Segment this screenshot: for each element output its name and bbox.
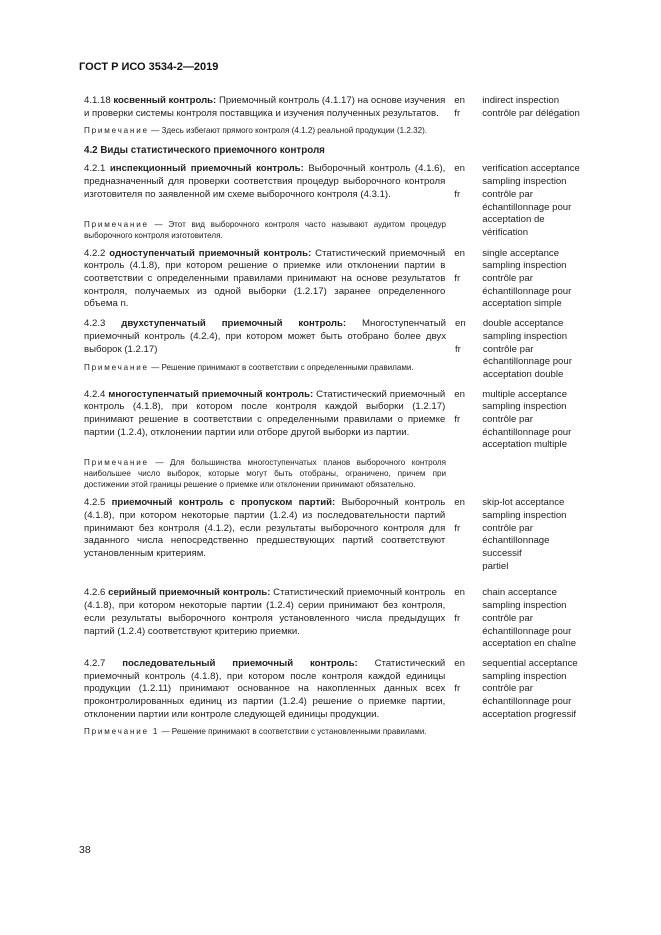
term-entry-4-1-18 [84,95,604,120]
term-definition: Статистический приемочный контроль (4.1.8), при котором некоторые партии (1.2.4) серии принимают без контроля, если результаты выборочного контроля установленного числа предыдущих партий (1.2.4) соответствуют критерию приемки. [84,587,446,637]
translation-fr: acceptation en chaîne [482,638,577,650]
term-definition: Приемочный контроль (4.1.17) на основе изучения и проверки системы контроля поставщика и изучения полученных результатов. [84,95,446,119]
translation-en: sampling inspection [482,600,567,612]
note [84,726,446,737]
translation-fr: contrôle par [482,683,533,695]
term-name: последовательный приемочный контроль: [122,657,358,669]
translation-en: multiple acceptance [482,388,568,400]
term-number: 4.1.18 [84,95,111,106]
term-name: одноступенчатый приемочный контроль: [109,247,312,259]
translation-en: sampling inspection [482,670,567,682]
term-entry-4-2-3 [84,318,604,382]
translation-fr: échantillonnage pour [482,696,572,708]
section-title: 4.2 Виды статистического приемочного контроля [84,145,325,157]
translation-fr: contrôle par [482,273,533,285]
term-definition: Многоступенчатый приемочный контроль (4.2.4), при котором может быть отобрано более двух выборок (1.2.17) [84,318,446,355]
term-number: 4.2.3 [84,318,106,330]
translation-en: sampling inspection [482,176,567,188]
lang-code-fr: fr [455,343,461,355]
term-definition: Статистический приемочный контроль (4.1.8), при котором после контроля каждой единицы продукции (1.2.11) принимают основанное на накопленных данных всех проконтролированных единиц из партии (1.2.4) решение о приемке партии, отклонении партии или контроле следующей единицы продукции. [84,657,446,720]
translation-fr: acceptation simple [482,298,562,310]
term-definition: Выборочный контроль (4.1.8), при котором некоторые партии (1.2.4) из последовательности партий принимают без контроля (4.1.2), если результаты выборочного контроля для заданного числа непосредственно предшествующих партий соответствуют установленным критериям. [84,497,446,559]
note-label: Примечание [84,458,149,468]
term-entry-4-2-5 [84,497,604,573]
translation-en: chain acceptance [482,587,557,599]
translation-en: skip-lot acceptance [482,497,565,509]
translation-fr: acceptation progressif [482,708,577,720]
translation-fr: échantillonnage pour [482,356,572,368]
translation-en: indirect inspection [482,95,560,106]
translation-fr: échantillonnage pour [482,285,572,297]
term-entry-4-2-2 [84,248,604,312]
translation-fr: échantillonnage pour [482,625,572,637]
translation-fr: acceptation double [482,368,564,380]
lang-code-en: en [454,95,465,106]
note-text: — Решение принимают в соответствии с определенными правилами. [151,363,414,373]
term-definition: Статистический приемочный контроль (4.1.8), при котором решение о приемке или отклонении партии в соответствии с определенными правилами принимают на основе результатов контроля, получаемых из одной выборки (1.2.17) заранее определенного объема n. [84,247,446,310]
document-body [84,95,604,737]
page-number: 38 [79,844,91,856]
term-name: многоступенчатый приемочный контроль: [108,388,314,400]
translation-en: sampling inspection [482,260,567,272]
translation-fr: échantillonnage pour [482,201,572,213]
lang-code-en: en [454,657,465,669]
translation-fr: acceptation multiple [482,439,568,451]
term-definition: Статистический приемочный контроль (4.1.8), при котором после контроля каждой выборки (1.2.17) принимают решение в соответствии с определенными правилами о приемке партии (1.2.4), отклонении партии или отборе другой выборки из партии. [84,388,446,438]
translation-en: verification acceptance [482,163,580,175]
translation-fr: acceptation de [482,214,545,226]
lang-code-fr: fr [454,414,461,426]
lang-code-fr: fr [454,188,461,200]
term-name: приемочный контроль с пропуском партий: [111,497,336,509]
note-text: — Этот вид выборочного контроля часто называют аудитом процедур выборочного контроля изготовителя. [84,219,446,240]
note [84,362,446,373]
term-name: серийный приемочный контроль: [108,587,271,599]
lang-code-fr: fr [454,683,461,695]
translation-fr: contrôle par [482,414,533,426]
translation-en: sampling inspection [482,509,567,521]
note-text: — Здесь избегают прямого контроля (4.1.2) реальной продукции (1.2.32). [151,126,428,136]
page-header: ГОСТ Р ИСО 3534-2—2019 [79,61,219,73]
translation-en: sequential acceptance [482,657,578,669]
note [84,457,446,490]
term-name: двухступенчатый приемочный контроль: [121,318,347,330]
lang-code-en: en [454,388,465,400]
term-name: инспекционный приемочный контроль: [109,163,304,175]
lang-code-en: en [454,497,465,509]
term-definition: Выборочный контроль (4.1.6), предназначенный для проверки соответствия процедур выборочного контроля изготовителя по заявленной им схеме выборочного контроля (4.3.1). [84,163,446,200]
term-number: 4.2.4 [84,388,106,400]
lang-code-en: en [454,247,465,259]
translation-en: single acceptance [482,247,560,259]
note-label: Примечание [84,363,149,373]
translation-en: sampling inspection [482,330,568,342]
translation-fr: vérification [482,226,529,238]
note-label: Примечание [84,219,149,229]
lang-code-fr: fr [454,612,461,624]
translation-fr: échantillonnage [482,535,550,547]
term-entry-4-2-4 [84,389,604,453]
note-label: Примечание 1 [84,727,160,737]
term-number: 4.2.2 [84,247,106,259]
translation-en: double acceptance [482,318,564,330]
lang-code-fr: fr [454,273,461,285]
translation-fr: partiel [482,560,509,572]
translation-fr: successif [482,547,522,559]
translation-fr: contrôle par [482,522,533,534]
note-text: — Решение принимают в соответствии с установленными правилами. [161,727,427,737]
lang-code-fr: fr [454,522,461,534]
note-label: Примечание [84,126,149,136]
term-entry-4-2-7 [84,658,604,722]
lang-code-en: en [454,163,465,175]
translation-en: sampling inspection [482,401,567,413]
term-number: 4.2.5 [84,497,106,509]
lang-code-en: en [454,587,465,599]
translation-fr: contrôle par [482,188,533,200]
term-name: косвенный контроль: [113,95,217,106]
term-number: 4.2.1 [84,163,106,175]
lang-code-fr: fr [454,107,461,119]
translation-fr: contrôle par [482,343,534,355]
translation-fr: contrôle par délégation [482,107,580,119]
note-text: — Для большинства многоступенчатых планов выборочного контроля наибольшее число выборок, которые могут быть отобраны, ограничено, причем при достижении этой границы решение о приемке или отклонении принимают обязательно. [84,458,446,490]
lang-code-en: en [455,318,466,330]
note [84,125,446,136]
translation-fr: échantillonnage pour [482,426,572,438]
term-number: 4.2.7 [84,657,106,669]
translation-fr: contrôle par [482,612,533,624]
term-entry-4-2-6 [84,587,604,651]
term-number: 4.2.6 [84,587,106,599]
